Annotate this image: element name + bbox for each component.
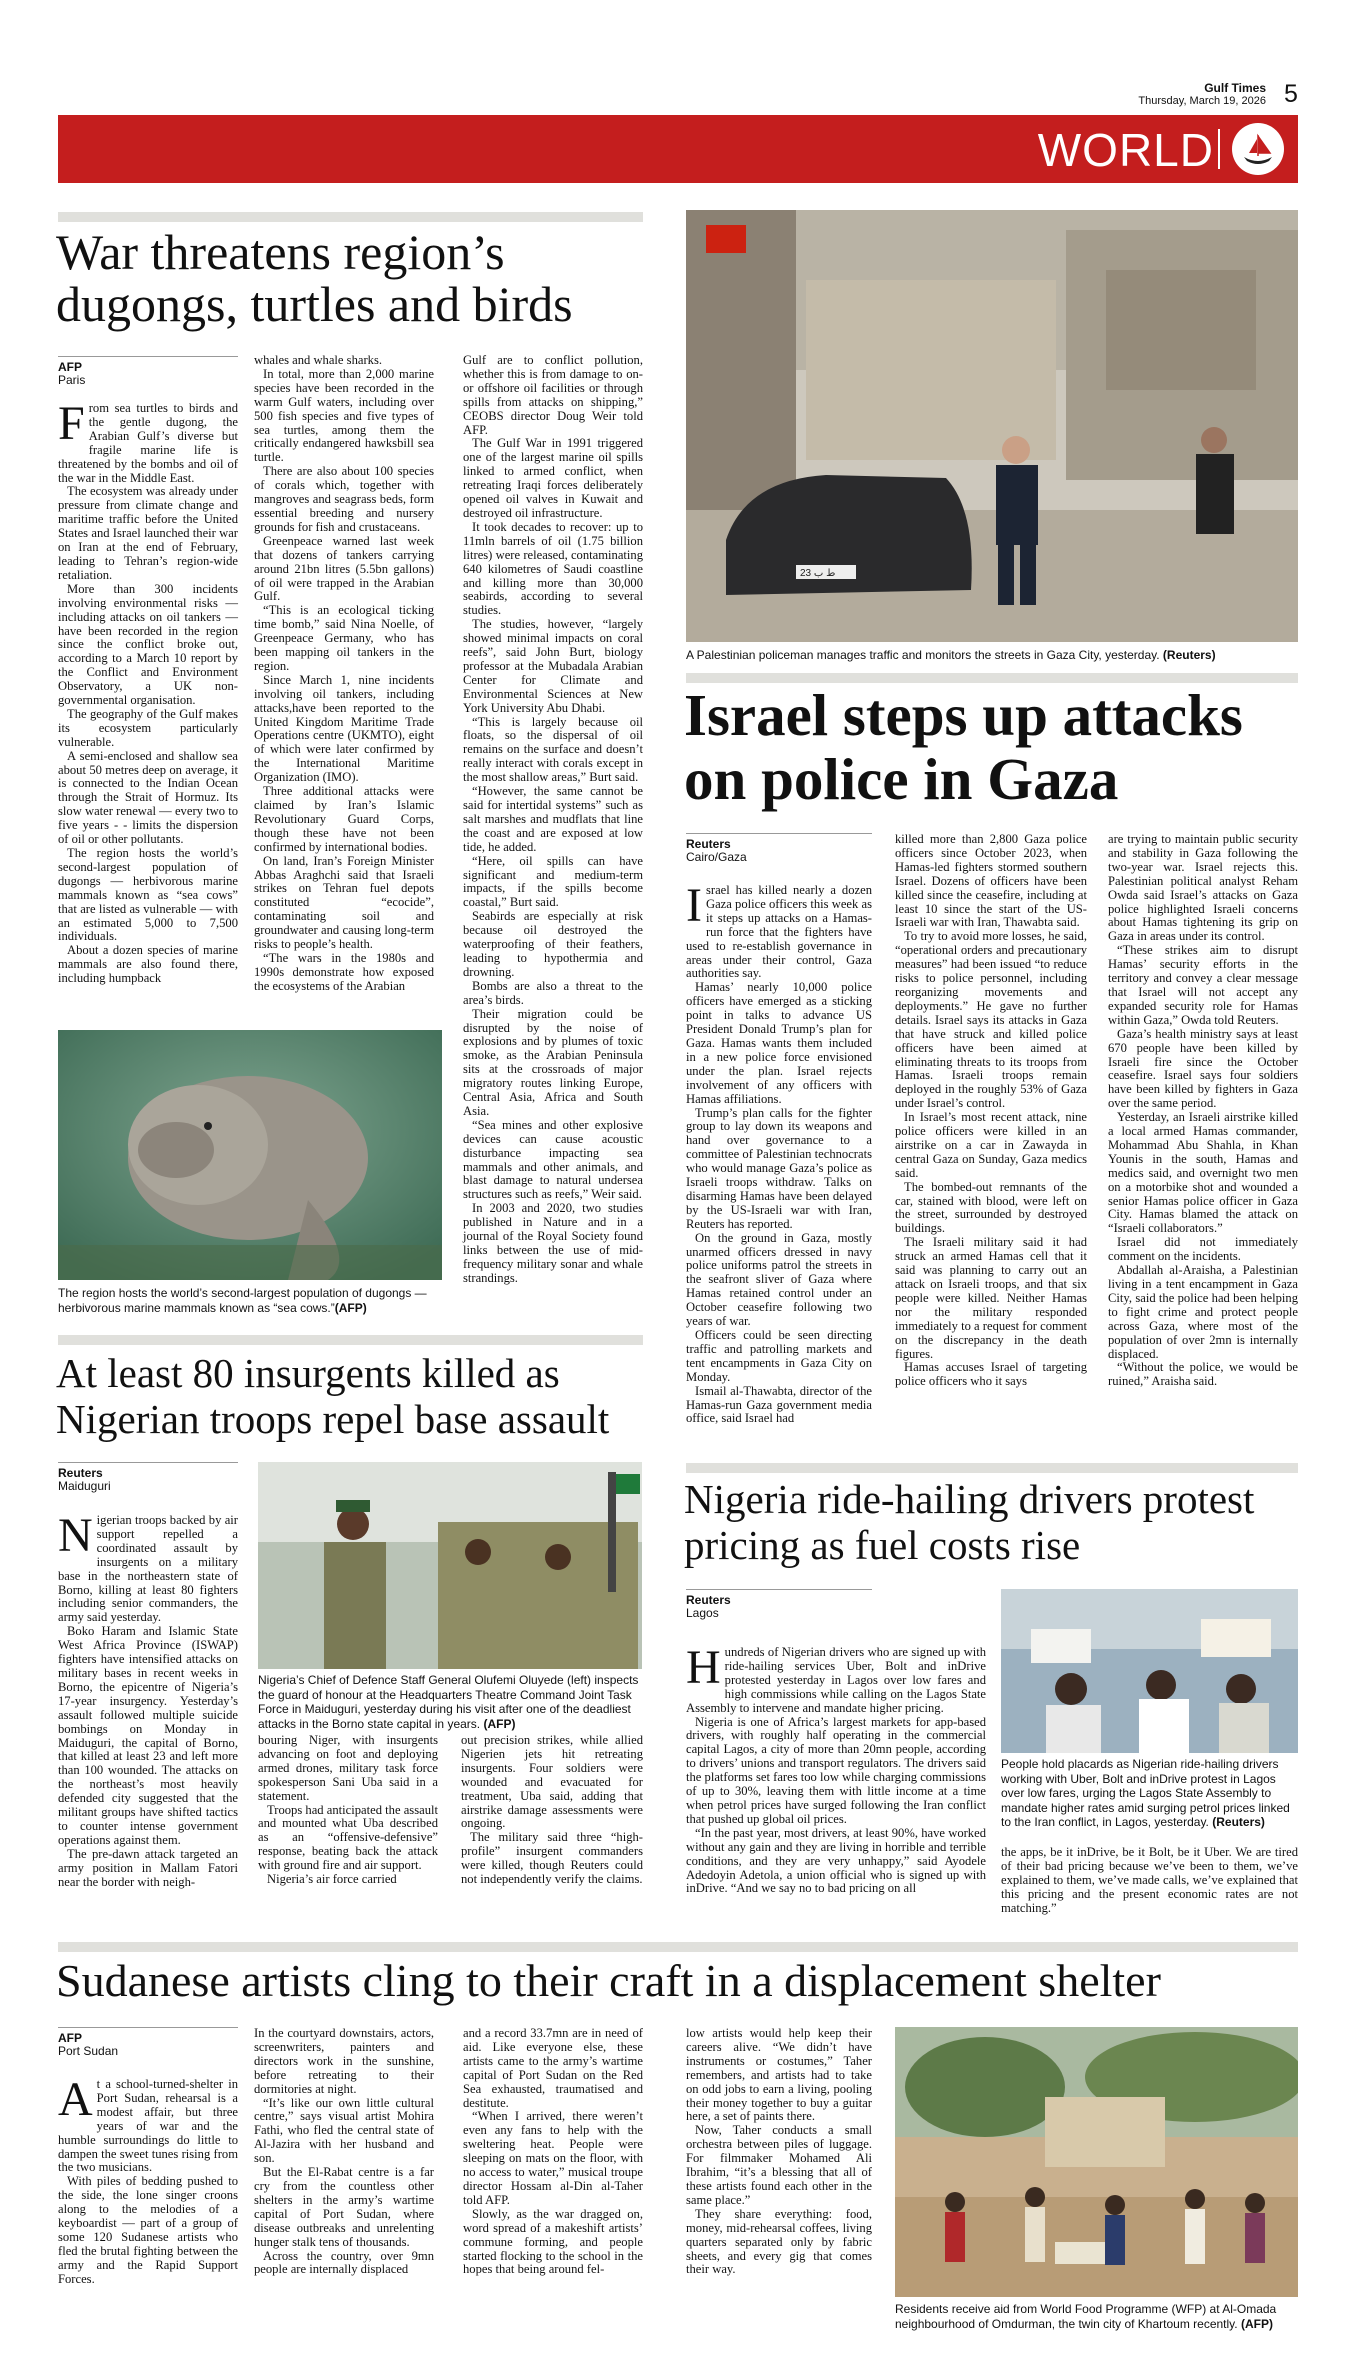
dropcap: H (686, 1641, 721, 1694)
body-paragraph: In total, more than 2,000 marine species have been recorded in the warm Gulf waters, including over 500 fish species and five types of sea turtles, among them the critically endangered hawksbill sea turtle. (254, 366, 434, 465)
body-paragraph: In the courtyard downstairs, actors, screenwriters, painters and directors work in the sunshine, before retreating to their dormitories at night. (254, 2026, 434, 2096)
dugongs-headline: War threatens region’s dugongs, turtles and birds (56, 224, 573, 332)
photo-credit: (AFP) (483, 1716, 516, 1731)
body-paragraph: The Gulf War in 1991 triggered one of the largest marine oil spills linked to armed conflict, when retreating Iraqi forces deliberately opened oil valves in Kuwait and destroyed oil infrastructure. (463, 436, 643, 520)
body-paragraph: The bombed-out remnants of the car, stained with blood, were left on the street, surrounded by destroyed buildings. (895, 1179, 1087, 1236)
body-paragraph: Ismail al-Thawabta, director of the Hamas-run Gaza government media office, said Israel had (686, 1383, 872, 1426)
body-paragraph: whales and whale sharks. (254, 353, 382, 367)
photo-credit: (Reuters) (1212, 1815, 1265, 1829)
insurgents-headline: At least 80 insurgents killed as Nigerian troops repel base assault (56, 1350, 610, 1442)
body-paragraph: The ecosystem was already under pressure from climate change and maritime traffic before the United States and Israel launched their war on Iran at the end of February, leading to Tehran’s region-wide retaliation. (58, 484, 238, 582)
body-paragraph: On land, Iran’s Foreign Minister Abbas Araghchi said that Israeli strikes on Tehran fuel depots constituted “ecocide”, contaminating soil and groundwater and causing long-term risks to people’s health. (254, 853, 434, 952)
body-paragraph: The region hosts the world’s second-largest population of dugongs — herbivorous marine mammals known as “sea cows” that are listed as vulnerable — with an estimated 5,000 to 7,500 individuals. (58, 846, 238, 944)
body-paragraph: Boko Haram and Islamic State West Africa Province (ISWAP) fighters have intensified attacks on military bases in recent weeks in Borno, the epicentre of Nigeria’s 17-year insurgency. Yesterday’s assault followed multiple suicide bombings on Monday in Maiduguri, the capital of Borno, that killed at least 23 and left more than 100 wounded. The attacks on the northeast’s most heavily defended city suggested that the militant groups have shifted tactics to counter intense government operations against them. (58, 1624, 238, 1847)
body-paragraph: With piles of bedding pushed to the side, the lone singer croons along to the melodies of a keyboardist — part of a group of some 120 Sudanese artists who fled the brutal fighting between the army and the Rapid Support Forces. (58, 2174, 238, 2286)
ridehailing-photo (1001, 1589, 1298, 1753)
body-paragraph: and a record 33.7mn are in need of aid. Like everyone else, these artists came to the army’s wartime capital of Port Sudan on the Red Sea exhausted, traumatised and destitute. (463, 2026, 643, 2110)
dateline: Cairo/Gaza (686, 850, 747, 864)
section-rule (58, 1942, 1298, 1952)
source: Reuters (686, 837, 731, 851)
body-paragraph: “Without the police, we would be ruined,” Araisha said. (1108, 1360, 1298, 1389)
insurgents-column-1 (58, 1509, 238, 1889)
body-paragraph: On the ground in Gaza, mostly unarmed officers dressed in navy police uniforms patrol the streets in the seafront sliver of Gaza where Hamas retained control under an October ceasefire following two years of war. (686, 1230, 872, 1329)
ridehailing-headline: Nigeria ride-hailing drivers protest pricing as fuel costs rise (684, 1476, 1255, 1568)
gaza-column-1 (686, 879, 872, 1426)
body-paragraph: Three additional attacks were claimed by Iran’s Islamic Revolutionary Guard Corps, though these have not been confirmed by international bodies. (254, 784, 434, 854)
dateline: Maiduguri (58, 1479, 111, 1493)
section-rule (686, 1463, 1298, 1473)
sudan-caption: Residents receive aid from World Food Programme (WFP) at Al-Omada neighbourhood of Omdurman, the twin city of Khartoum recently. (AFP) (895, 2302, 1277, 2331)
body-paragraph: “Sea mines and other explosive devices can cause acoustic disturbance impacting sea mammals and other animals, and blast damage to natural undersea structures such as reefs,” Weir said. (463, 1117, 643, 1202)
body-paragraph: Hundreds of Nigerian drivers who are signed up with ride-hailing services Uber, Bolt and inDrive protested yesterday in Lagos over low fares and high commissions while calling on the Lagos State Assembly to intervene and mandate higher pricing. (686, 1641, 986, 1715)
body-paragraph: Israel has killed nearly a dozen Gaza police officers this week as it steps up attacks on a Hamas-run force that the fighters have used to re-establish governance in areas under their control, Gaza authorities say. (686, 879, 872, 981)
gaza-column-3 (1108, 833, 1298, 1389)
body-paragraph: “The wars in the 1980s and 1990s demonstrate how exposed the ecosystems of the Arabian (254, 950, 434, 993)
body-paragraph: are trying to maintain public security and stability in Gaza following the two-year war. Israel rejects this. Palestinian political analyst Reham Owda said Israel’s attacks on Gaza police highlighted Israeli concerns about Hamas tightening its grip on Gaza in areas under its control. (1108, 832, 1298, 944)
body-paragraph: The geography of the Gulf makes its ecosystem particularly vulnerable. (58, 706, 238, 749)
body-paragraph: About a dozen species of marine mammals are also found there, including humpback (58, 943, 238, 986)
body-paragraph: To try to avoid more losses, he said, “operational orders and precautionary measures” had been issued “to reduce risks to police personnel, including reorganizing movements and deployments.” He gave no further details. Israel says its attacks in Gaza that have struck and killed police officers have been aimed at eliminating threats to its troops from Hamas. Israeli troops remain deployed in the roughly 53% of Gaza under Israel’s control. (895, 929, 1087, 1111)
body-paragraph: Troops had anticipated the assault and mounted what Uba described as an “offensive-defensive” response, beating back the attack with ground fire and air support. (258, 1802, 438, 1873)
body-paragraph: The military said three “high-profile” insurgent commanders were killed, though Reuters could not independently verify the claims. (461, 1830, 643, 1887)
page-number: 5 (1284, 80, 1298, 108)
gaza-byline (686, 833, 872, 864)
body-paragraph: killed more than 2,800 Gaza police officers since October 2023, when Hamas-led fighters stormed southern Israel. Dozens of officers have been killed since the ceasefire, including at least 10 since the start of the US-Israeli war with Iran, Thawabta said. (895, 832, 1087, 930)
body-paragraph: At a school-turned-shelter in Port Sudan, rehearsal is a modest affair, but three years of war and the humble surroundings do little to dampen the sweet tunes rising from the two musicians. (58, 2073, 238, 2175)
body-paragraph: Abdallah al-Araisha, a Palestinian living in a tent encampment in Gaza City, said the police had been helping to fight crime and protect people across Gaza, where most of the population of over 2mn is internally displaced. (1108, 1263, 1298, 1361)
body-paragraph: Trump’s plan calls for the fighter group to lay down its weapons and hand over governance to a committee of Palestinian technocrats who would manage Gaza’s police as Israeli troops withdraw. Talks on disarming Hamas have been delayed by the US-Israeli war with Iran, Reuters has reported. (686, 1105, 872, 1231)
dugong-photo (58, 1030, 442, 1280)
photo-credit: (AFP) (1240, 2316, 1273, 2331)
dropcap: I (686, 879, 702, 932)
body-paragraph: Bombs are also a threat to the area’s birds. (463, 978, 643, 1007)
gaza-headline: Israel steps up attacks on police in Gaza (684, 682, 1243, 812)
body-paragraph: “However, the same cannot be said for intertidal systems” such as salt marshes and mudflats that line the coast and are exposed at low tide, he added. (463, 784, 643, 854)
body-paragraph: Nigeria’s air force carried (267, 1872, 397, 1887)
dateline: Lagos (686, 1606, 719, 1620)
body-paragraph: Slowly, as the war dragged on, word spread of a makeshift artists’ commune forming, and people started flocking to the school in the hopes that being around fel- (463, 2206, 643, 2277)
body-paragraph: Now, Taher conducts a small orchestra between piles of luggage. For filmmaker Mohamed Ali Ibrahim, “it’s a blessing that all of these artists found each other in the same place.” (686, 2123, 872, 2207)
sudan-byline (58, 2027, 238, 2058)
dugongs-column-2 (254, 354, 434, 994)
gaza-column-2 (895, 833, 1087, 1389)
dropcap: F (58, 397, 85, 450)
licence-plate: 23 ط ب (800, 568, 836, 579)
body-paragraph: bouring Niger, with insurgents advancing on foot and deploying armed drones, military task force spokesperson Sani Uba said in a statement. (258, 1733, 438, 1803)
body-paragraph: Nigeria is one of Africa’s largest markets for app-based drivers, with roughly half operating in the commercial capital Lagos, a city of more than 20mn people, according to drivers’ unions and transport regulators. The drivers said the platforms set fares too low while charging commissions of up to 30%, leaving them with little income at a time when petrol prices have surged following the Iran conflict that pushed up global oil prices. (686, 1714, 986, 1826)
body-paragraph: More than 300 incidents involving environmental risks — including attacks on oil tankers — have been recorded in the region since the conflict broke out, according to a March 10 report by the Conflict and Environment Observatory, a UK non-governmental organisation. (58, 581, 238, 708)
body-paragraph: Nigerian troops backed by air support repelled a coordinated assault by insurgents on a military base in the northeastern state of Borno, killing at least 80 fighters including senior commanders, the army said yesterday. (58, 1509, 238, 1625)
body-paragraph: Across the country, over 9mn people are internally displaced (254, 2248, 434, 2277)
sudan-headline: Sudanese artists cling to their craft in a displacement shelter (56, 1955, 1161, 2006)
body-paragraph: Greenpeace warned last week that dozens of tankers carrying around 21bn litres (5.5bn gallons) of oil were trapped in the Arabian Gulf. (254, 533, 434, 604)
body-paragraph: Gaza’s health ministry says at least 670 people have been killed by Israeli fire since the October ceasefire. Israel says four soldiers have been killed by fighters in Gaza over the same period. (1108, 1026, 1298, 1111)
section-title: WORLD (1037, 124, 1214, 176)
gaza-photo (686, 210, 1298, 642)
dropcap: A (58, 2073, 93, 2126)
body-paragraph: “This is largely because oil floats, so the dispersal of oil remains on the surface and doesn’t really interact with corals except in the most shallow areas,” Burt said. (463, 714, 643, 785)
source: Reuters (58, 1466, 103, 1480)
body-paragraph: The studies, however, “largely showed minimal impacts on coral reefs”, said John Burt, biology professor at the Mubadala Arabian Center for Climate and Environmental Sciences at New York University Abu Dhabi. (463, 617, 643, 715)
body-paragraph: Yesterday, an Israeli airstrike killed a local armed Hamas commander, Mohammad Abu Shahla, in Khan Younis in the south, Hamas and medics said, and overnight two men on a motorbike shot and wounded a senior Hamas police officer in Gaza City. Hamas blamed the attack on “Israeli collaborators.” (1108, 1110, 1298, 1236)
publication-name: Gulf Times (1204, 81, 1266, 95)
ridehailing-body-2 (1001, 1846, 1298, 1916)
photo-credit: (Reuters) (1162, 648, 1216, 662)
section-banner (58, 115, 1298, 183)
body-paragraph: In 2003 and 2020, two studies published in Nature and in a journal of the Royal Society found links between the use of mid-frequency military sonar and whale strandings. (463, 1201, 643, 1285)
insurgents-photo (258, 1462, 642, 1669)
body-paragraph: Hamas’ nearly 10,000 police officers have emerged as a sticking point in talks to advance US President Donald Trump’s plan for Gaza. Hamas wants them included in a new police force envisioned under the plan. Israel rejects involvement of any officers with Hamas affiliations. (686, 980, 872, 1106)
body-paragraph: Their migration could be disrupted by the noise of explosions and by plumes of toxic smoke, as the Arabian Peninsula sits at the crossroads of major migratory routes linking Europe, Central Asia, Africa and South Asia. (463, 1006, 643, 1118)
source: AFP (58, 2031, 82, 2045)
body-paragraph: “This is an ecological ticking time bomb,” said Nina Noelle, of Greenpeace Germany, who has been mapping oil tankers in the region. (254, 603, 434, 673)
sudan-column-2 (254, 2027, 434, 2277)
body-paragraph: Israel did not immediately comment on the incidents. (1108, 1235, 1298, 1264)
insurgents-caption: Nigeria’s Chief of Defence Staff General Olufemi Oluyede (left) inspects the guard of honour at the Headquarters Theatre Command Joint Task Force in Maiduguri, yesterday during his visit after one of the deadliest attacks in the Borno state capital in years. (AFP) (258, 1673, 639, 1731)
dugong-caption: The region hosts the world’s second-largest population of dugongs — herbivorous marine mammals known as “sea cows.”(AFP) (58, 1286, 427, 1315)
issue-date: Thursday, March 19, 2026 (1138, 95, 1266, 107)
body-paragraph: The Israeli military said it had struck an armed Hamas cell that it said was planning to carry out an attack on Israeli troops, and that six people were killed. Neither Hamas nor the military responded immediately to a request for comment on the discrepancy in the death figures. (895, 1235, 1087, 1361)
body-paragraph: They share everything: food, money, mid-rehearsal coffees, living quarters separated only by fabric sheets, and every gig that comes their way. (686, 2206, 872, 2277)
insurgents-column-2 (258, 1734, 438, 1887)
body-paragraph: Seabirds are especially at risk because oil destroyed the waterproofing of their feathers, leading to hypothermia and drowning. (463, 909, 643, 979)
gaza-photo-caption: A Palestinian policeman manages traffic and monitors the streets in Gaza City, yesterday. (Reuters) (686, 648, 1216, 662)
body-paragraph: “These strikes aim to disrupt Hamas’ security efforts in the territory and convey a clear message that Israel will not accept any expanded security role for Hamas within Gaza,” Owda told Reuters. (1108, 943, 1298, 1027)
source: Reuters (686, 1593, 731, 1607)
dropcap: N (58, 1509, 93, 1562)
body-paragraph: Officers could be seen directing traffic and patrolling markets and tent encampments in Gaza City on Monday. (686, 1328, 872, 1384)
body-paragraph: Hamas accuses Israel of targeting police officers who it says (895, 1360, 1087, 1389)
ridehailing-body (686, 1641, 986, 1896)
body-paragraph: “It’s like our own little cultural centre,” says visual artist Mohira Fathi, who fled the central state of Al-Jazira with her husband and son. (254, 2095, 434, 2166)
dateline: Paris (58, 373, 86, 387)
section-divider (1218, 129, 1220, 169)
masthead-info (1138, 82, 1266, 107)
dateline: Port Sudan (58, 2044, 119, 2058)
ridehailing-caption: People hold placards as Nigerian ride-hailing drivers working with Uber, Bolt and inDrive protest in Lagos over low fares, urging the Lagos State Assembly to mandate higher rates amid surging petrol prices linked to the Iran conflict, in Lagos, yesterday. (Reuters) (1001, 1757, 1290, 1829)
body-paragraph: There are also about 100 species of corals which, together with mangroves and seagrass beds, form essential breeding and nursery grounds for fish and crustaceans. (254, 464, 434, 534)
body-paragraph: From sea turtles to birds and the gentle dugong, the Arabian Gulf’s diverse but fragile marine life is threatened by the bombs and oil of the war in the Middle East. (58, 397, 238, 485)
body-paragraph: the apps, be it inDrive, be it Bolt, be it Uber. We are tired of their bad pricing because we’ve been to them, we’ve explained to them, we’ve made calls, we’ve explained that this pricing and the present economic rates are not matching.” (1001, 1845, 1298, 1915)
body-paragraph: In Israel’s most recent attack, nine police officers were killed in an airstrike on a car in Zawayda in central Gaza on Sunday, Gaza medics said. (895, 1110, 1087, 1180)
dugongs-byline (58, 356, 238, 387)
body-paragraph: “When I arrived, there weren’t even any fans to help with the sweltering heat. People were sleeping on mats on the floor, with no access to water,” musical troupe director Hossam al-Din al-Taher told AFP. (463, 2109, 643, 2207)
section-rule (58, 1335, 643, 1345)
body-paragraph: “In the past year, most drivers, at least 90%, have worked without any gain and they are living in horrible and terrible conditions, and they are very unhappy,” said Ayodele Adedoyin Adetola, a union official who is signed up with inDrive. “And we say no to bad pricing on all (686, 1825, 986, 1896)
body-paragraph: It took decades to recover: up to 11mln barrels of oil (1.75 billion litres) were released, contaminating 640 kilometres of Saudi coastline and killing more than 30,000 seabirds, according to several studies. (463, 519, 643, 618)
sudan-column-4 (686, 2027, 872, 2277)
ridehailing-byline (686, 1589, 872, 1620)
body-paragraph: low artists would help keep their careers alive. “We didn’t have instruments or costumes,” Taher remembers, and artists had to take on odd jobs to earn a living, pooling their money together to buy a guitar here, a set of paints there. (686, 2026, 872, 2124)
body-paragraph: But the El-Rabat centre is a far cry from the countless other shelters in the army’s wartime capital of Port Sudan, where disease outbreaks and unrelenting hunger stalk tens of thousands. (254, 2165, 434, 2249)
section-rule (58, 212, 643, 222)
sudan-column-1 (58, 2073, 238, 2287)
body-paragraph: A semi-enclosed and shallow sea about 50 metres deep on average, it is connected to the Indian Ocean through the Strait of Hormuz. Its slow water renewal — every two to five years - - limits the dispersion of oil or other pollutants. (58, 748, 238, 847)
insurgents-byline (58, 1462, 238, 1493)
body-paragraph: The pre-dawn attack targeted an army position in Mallam Fatori near the border with neigh- (58, 1846, 238, 1889)
source: AFP (58, 360, 82, 374)
body-paragraph: “Here, oil spills can have significant and medium-term impacts, if the spills become coastal,” Burt said. (463, 853, 643, 910)
body-paragraph: Gulf are to conflict pollution, whether this is from damage to on- or offshore oil facilities or through spills from attacks on shipping,” CEOBS director Doug Weir told AFP. (463, 353, 643, 437)
body-paragraph: Since March 1, nine incidents involving oil tankers, including attacks,have been reported to the United Kingdom Maritime Trade Operations centre (UKMTO), eight of which were later confirmed by the International Maritime Organization (IMO). (254, 672, 434, 785)
dugongs-column-3 (463, 354, 643, 1286)
dugongs-column-1 (58, 397, 238, 986)
insurgents-column-3 (461, 1734, 643, 1887)
sudan-column-3 (463, 2027, 643, 2277)
sudan-photo (895, 2027, 1298, 2297)
photo-credit: (AFP) (334, 1300, 367, 1315)
body-paragraph: out precision strikes, while allied Nigerien jets hit retreating insurgents. Four soldiers were wounded and evacuated for treatment, Uba said, adding that airstrike damage assessments were ongoing. (461, 1733, 643, 1831)
ship-logo-icon (1232, 123, 1284, 175)
